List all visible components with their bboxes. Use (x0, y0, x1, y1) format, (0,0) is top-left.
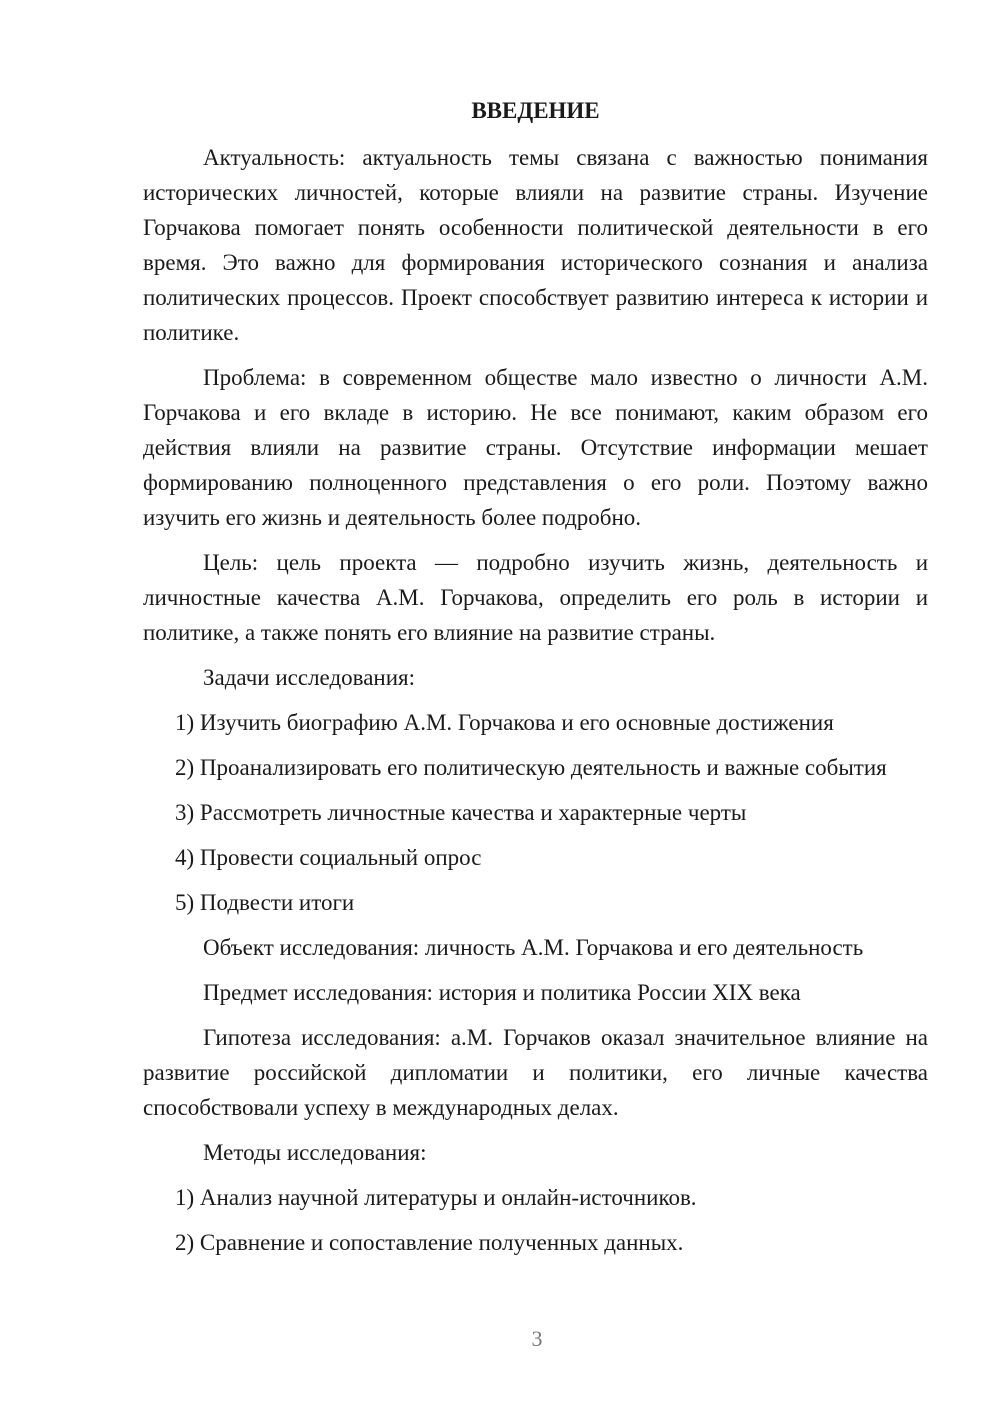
method-item: 1) Анализ научной литературы и онлайн-источников. (175, 1185, 697, 1210)
subject-paragraph: Предмет исследования: история и политика России XIX века (203, 980, 801, 1005)
task-item: 1) Изучить биографию А.М. Горчакова и его основные достижения (175, 710, 834, 735)
method-item: 2) Сравнение и сопоставление полученных данных. (175, 1230, 684, 1255)
task-item: 5) Подвести итоги (175, 890, 355, 915)
problem-paragraph: Проблема: в современном обществе мало известно о личности А.М. Горчакова и его вкладе в историю. Не все понимают, каким образом его действия влияли на развитие страны. Отсутствие информации мешает формированию полноценного представления о его роли. Поэтому важно изучить его жизнь и деятельность более подробно. (143, 365, 928, 530)
relevance-paragraph: Актуальность: актуальность темы связана с важностью понимания исторических личностей, которые влияли на развитие страны. Изучение Горчакова помогает понять особенности политической деятельности в его время. Это важно для формирования исторического сознания и анализа политических процессов. Проект способствует развитию интереса к истории и политике. (143, 145, 928, 345)
page-number: 3 (531, 1326, 543, 1351)
page-content (143, 96, 928, 1270)
hypothesis-paragraph: Гипотеза исследования: а.М. Горчаков оказал значительное влияние на развитие российской дипломатии и политики, его личные качества способствовали успеху в международных делах. (143, 1025, 928, 1120)
page-title: ВВЕДЕНИЕ (471, 98, 600, 123)
task-item: 3) Рассмотреть личностные качества и характерные черты (175, 800, 747, 825)
task-item: 2) Проанализировать его политическую деятельность и важные события (175, 755, 887, 780)
methods-title: Методы исследования: (203, 1140, 427, 1165)
goal-paragraph: Цель: цель проекта — подробно изучить жизнь, деятельность и личностные качества А.М. Горчакова, определить его роль в истории и политике, а также понять его влияние на развитие страны. (143, 550, 928, 645)
task-item: 4) Провести социальный опрос (175, 845, 482, 870)
tasks-title: Задачи исследования: (203, 665, 416, 690)
object-paragraph: Объект исследования: личность А.М. Горчакова и его деятельность (203, 935, 864, 960)
